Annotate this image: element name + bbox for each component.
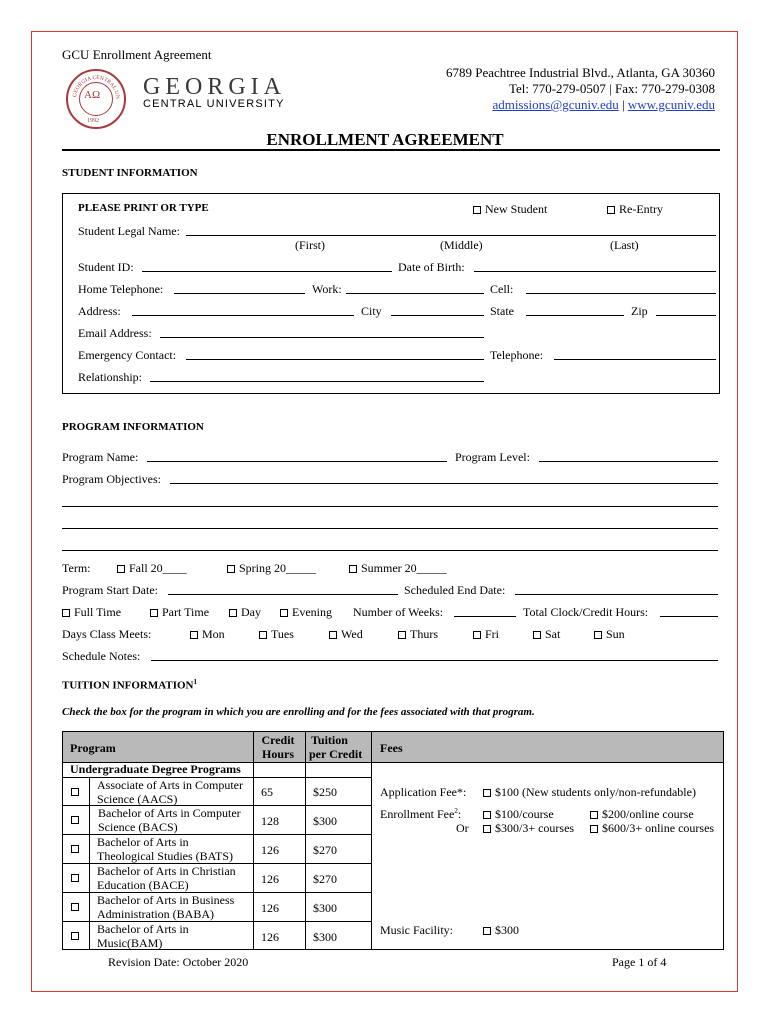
enrollment-fee-footnote: 2: [454, 807, 458, 815]
address-field[interactable]: [132, 315, 354, 316]
application-fee-label: Application Fee*:: [380, 785, 467, 799]
day-option[interactable]: [229, 605, 261, 620]
program-name-cell: [89, 863, 254, 893]
col-header-fees: Fees: [380, 741, 403, 755]
weeks-label: Number of Weeks:: [353, 605, 444, 619]
credit-hours-cell: 126: [253, 892, 306, 922]
seal-year: 1992: [87, 118, 99, 124]
music-facility-text: $300: [495, 923, 519, 937]
last-name-caption: (Last): [610, 238, 639, 252]
end-date-field[interactable]: [515, 594, 718, 595]
group-row-credit: [253, 762, 306, 777]
weeks-field[interactable]: [454, 616, 516, 617]
day-fri-option[interactable]: [473, 627, 499, 642]
program-name-line-2: Science (AACS): [97, 792, 178, 806]
title-rule: [62, 149, 720, 151]
program-name-line-2: Music(BAM): [97, 936, 163, 950]
wed-label: Wed: [341, 627, 363, 641]
tuition-footnote-mark: 1: [193, 678, 198, 686]
enrollment-fee-colon: :: [457, 807, 462, 821]
start-date-label: Program Start Date:: [62, 583, 158, 597]
email-field[interactable]: [160, 337, 484, 338]
program-checkbox-bace[interactable]: [71, 874, 79, 882]
work-phone-label: Work:: [312, 282, 342, 296]
credit-hours-cell: 126: [253, 834, 306, 864]
enrollment-fee-label: [380, 807, 461, 822]
part-time-label: Part Time: [162, 605, 210, 619]
student-section-title: STUDENT INFORMATION: [62, 167, 198, 179]
program-checkbox-aacs[interactable]: [71, 788, 79, 796]
evening-option[interactable]: [280, 605, 332, 620]
program-checkbox-bats[interactable]: [71, 845, 79, 853]
enroll-option-3online[interactable]: [590, 821, 714, 836]
cell-label: Cell:: [490, 282, 514, 296]
credit-hours-cell: 65: [253, 777, 306, 806]
col-header-credit-2: Hours: [261, 747, 294, 761]
address-line: 6789 Peachtree Industrial Blvd., Atlanta, GA 30360: [446, 65, 715, 80]
tuition-cell: $250: [305, 777, 372, 806]
objectives-line-3[interactable]: [62, 528, 718, 529]
page-title: ENROLLMENT AGREEMENT: [266, 130, 504, 149]
emergency-contact-field[interactable]: [186, 359, 484, 360]
summer-checkbox[interactable]: [349, 565, 357, 573]
enroll-3courses-checkbox[interactable]: [483, 825, 491, 833]
page-number: Page 1 of 4: [612, 955, 667, 969]
tuition-instruction: Check the box for the program in which you are enrolling and for the fees associated with that program.: [62, 706, 535, 718]
program-objectives-field[interactable]: [170, 483, 718, 484]
program-name-cell: [89, 921, 254, 950]
term-summer-option[interactable]: [349, 561, 447, 576]
full-time-label: Full Time: [74, 605, 122, 619]
day-checkbox[interactable]: [229, 609, 237, 617]
program-name-line-1: Associate of Arts in Computer: [97, 778, 243, 792]
application-fee-text: $100 (New students only/non-refundable): [495, 785, 696, 799]
term-label: Term:: [62, 561, 91, 575]
mon-checkbox[interactable]: [190, 631, 198, 639]
mon-label: Mon: [202, 627, 225, 641]
website-link[interactable]: www.gcuniv.edu: [627, 97, 715, 112]
program-name-cell: [89, 777, 254, 806]
program-name-cell: [89, 834, 254, 864]
day-mon-option[interactable]: [190, 627, 225, 642]
col-header-fees-cell: [371, 731, 724, 763]
evening-checkbox[interactable]: [280, 609, 288, 617]
term-fall-option[interactable]: [117, 561, 187, 576]
col-header-credit-1: Credit: [261, 733, 295, 747]
enrollment-fee-text: Enrollment Fee: [380, 807, 455, 821]
enroll-course-text: $100/course: [495, 807, 554, 821]
cell-field[interactable]: [526, 293, 716, 294]
wed-checkbox[interactable]: [329, 631, 337, 639]
student-id-label: Student ID:: [78, 260, 134, 274]
program-name-line-1: Bachelor of Arts in: [97, 922, 189, 936]
logo-name-top: GEORGIA: [143, 74, 286, 100]
dob-field[interactable]: [474, 271, 716, 272]
relationship-field[interactable]: [150, 381, 484, 382]
zip-field[interactable]: [656, 315, 716, 316]
thurs-label: Thurs: [410, 627, 438, 641]
seal-letters: AΩ: [84, 89, 101, 101]
day-thurs-option[interactable]: [398, 627, 438, 642]
new-student-checkbox[interactable]: [473, 206, 481, 214]
program-name-line-1: Bachelor of Arts in: [97, 835, 189, 849]
program-name-field[interactable]: [147, 461, 447, 462]
tuition-title-text: TUITION INFORMATION: [62, 679, 194, 692]
sat-checkbox[interactable]: [533, 631, 541, 639]
contact-links: [492, 97, 715, 113]
sat-label: Sat: [545, 627, 561, 641]
document-label: GCU Enrollment Agreement: [62, 47, 212, 62]
full-time-checkbox[interactable]: [62, 609, 70, 617]
spring-label: Spring 20_____: [239, 561, 317, 575]
program-name-line-2: Administration (BABA): [97, 907, 214, 921]
day-sun-option[interactable]: [594, 627, 625, 642]
seal-text: GEORGIA CENTRAL UN: [72, 74, 121, 100]
tuition-cell: $300: [305, 805, 372, 835]
schedule-notes-field[interactable]: [151, 660, 718, 661]
logo-name-bottom: CENTRAL UNIVERSITY: [143, 98, 285, 110]
evening-label: Evening: [292, 605, 332, 619]
program-level-label: Program Level:: [455, 450, 530, 464]
objectives-line-2[interactable]: [62, 506, 718, 507]
program-name-line-2: Theological Studies (BATS): [97, 849, 233, 863]
state-field[interactable]: [526, 315, 624, 316]
legal-name-field[interactable]: [186, 235, 716, 236]
enroll-option-online[interactable]: [590, 807, 694, 822]
email-link[interactable]: admissions@gcuniv.edu: [492, 97, 619, 112]
program-name-label: Program Name:: [62, 450, 139, 464]
enroll-3online-checkbox[interactable]: [590, 825, 598, 833]
or-label: Or: [456, 821, 469, 835]
re-entry-label: Re-Entry: [619, 202, 663, 216]
day-sat-option[interactable]: [533, 627, 560, 642]
spring-checkbox[interactable]: [227, 565, 235, 573]
tuition-cell: $270: [305, 834, 372, 864]
program-name-cell: [89, 805, 254, 835]
city-label: City: [361, 304, 382, 318]
tuition-cell: $300: [305, 892, 372, 922]
email-label: Email Address:: [78, 326, 152, 340]
enroll-3courses-text: $300/3+ courses: [495, 821, 575, 835]
program-objectives-label: Program Objectives:: [62, 472, 161, 486]
dob-label: Date of Birth:: [398, 260, 465, 274]
re-entry-option[interactable]: [607, 202, 663, 217]
new-student-option[interactable]: [473, 202, 547, 217]
legal-name-label: Student Legal Name:: [78, 224, 180, 238]
enroll-online-checkbox[interactable]: [590, 811, 598, 819]
program-checkbox-baba[interactable]: [71, 903, 79, 911]
group-row-tuition: [305, 762, 372, 777]
days-meet-label: Days Class Meets:: [62, 627, 152, 641]
emergency-telephone-label: Telephone:: [490, 348, 544, 362]
program-name-cell: [89, 892, 254, 922]
emergency-contact-label: Emergency Contact:: [78, 348, 177, 362]
application-fee-option[interactable]: [483, 785, 696, 800]
col-header-tuition-2: per Credit: [309, 747, 363, 761]
summer-label: Summer 20_____: [361, 561, 447, 575]
program-name-line-1: Bachelor of Arts in Business: [97, 893, 235, 907]
program-name-line-1: Bachelor of Arts in Computer: [98, 806, 241, 820]
student-id-field[interactable]: [142, 271, 392, 272]
middle-name-caption: (Middle): [440, 238, 483, 252]
address-label: Address:: [78, 304, 121, 318]
objectives-line-4[interactable]: [62, 550, 718, 551]
revision-date: Revision Date: October 2020: [108, 955, 249, 969]
phone-fax-line: Tel: 770-279-0507 | Fax: 770-279-0308: [508, 81, 715, 96]
day-label: Day: [241, 605, 261, 619]
tues-label: Tues: [271, 627, 294, 641]
enroll-course-checkbox[interactable]: [483, 811, 491, 819]
fri-checkbox[interactable]: [473, 631, 481, 639]
tuition-section-title: [62, 678, 197, 692]
relationship-label: Relationship:: [78, 370, 142, 384]
program-checkbox-bam[interactable]: [71, 932, 79, 940]
start-date-field[interactable]: [168, 594, 398, 595]
part-time-option[interactable]: [150, 605, 209, 620]
link-separator: |: [618, 97, 628, 112]
tuition-cell: $300: [305, 921, 372, 950]
schedule-notes-label: Schedule Notes:: [62, 649, 141, 663]
program-level-field[interactable]: [539, 461, 718, 462]
enroll-option-course[interactable]: [483, 807, 554, 822]
tuition-cell: $270: [305, 863, 372, 893]
clock-hours-field[interactable]: [660, 616, 718, 617]
program-checkbox-bacs[interactable]: [71, 816, 79, 824]
first-name-caption: (First): [295, 238, 325, 252]
emergency-telephone-field[interactable]: [554, 359, 716, 360]
credit-hours-cell: 126: [253, 863, 306, 893]
program-name-line-2: Science (BACS): [98, 820, 178, 834]
work-phone-field[interactable]: [346, 293, 484, 294]
program-name-line-2: Education (BACE): [97, 878, 189, 892]
col-header-tuition-1: Tuition: [311, 733, 348, 747]
zip-label: Zip: [631, 304, 648, 318]
enroll-online-text: $200/online course: [602, 807, 694, 821]
credit-hours-cell: 126: [253, 921, 306, 950]
clock-hours-label: Total Clock/Credit Hours:: [523, 605, 649, 619]
sun-checkbox[interactable]: [594, 631, 602, 639]
sun-label: Sun: [606, 627, 625, 641]
music-facility-checkbox[interactable]: [483, 927, 491, 935]
term-spring-option[interactable]: [227, 561, 316, 576]
fall-checkbox[interactable]: [117, 565, 125, 573]
credit-hours-cell: 128: [253, 805, 306, 835]
music-facility-label: Music Facility:: [380, 923, 453, 937]
print-instruction: PLEASE PRINT OR TYPE: [78, 202, 209, 214]
col-header-program: Program: [70, 741, 116, 755]
program-name-line-1: Bachelor of Arts in Christian: [97, 864, 236, 878]
group-label: Undergraduate Degree Programs: [70, 762, 241, 776]
music-facility-option[interactable]: [483, 923, 519, 938]
state-label: State: [490, 304, 514, 318]
home-telephone-label: Home Telephone:: [78, 282, 164, 296]
day-tues-option[interactable]: [259, 627, 294, 642]
thurs-checkbox[interactable]: [398, 631, 406, 639]
home-telephone-field[interactable]: [174, 293, 305, 294]
new-student-label: New Student: [485, 202, 548, 216]
re-entry-checkbox[interactable]: [607, 206, 615, 214]
enroll-option-3courses[interactable]: [483, 821, 574, 836]
application-fee-checkbox[interactable]: [483, 789, 491, 797]
fall-label: Fall 20____: [129, 561, 187, 575]
enroll-3online-text: $600/3+ online courses: [602, 821, 715, 835]
city-field[interactable]: [391, 315, 484, 316]
fri-label: Fri: [485, 627, 500, 641]
end-date-label: Scheduled End Date:: [404, 583, 506, 597]
program-section-title: PROGRAM INFORMATION: [62, 421, 204, 433]
tues-checkbox[interactable]: [259, 631, 267, 639]
part-time-checkbox[interactable]: [150, 609, 158, 617]
day-wed-option[interactable]: [329, 627, 363, 642]
full-time-option[interactable]: [62, 605, 121, 620]
